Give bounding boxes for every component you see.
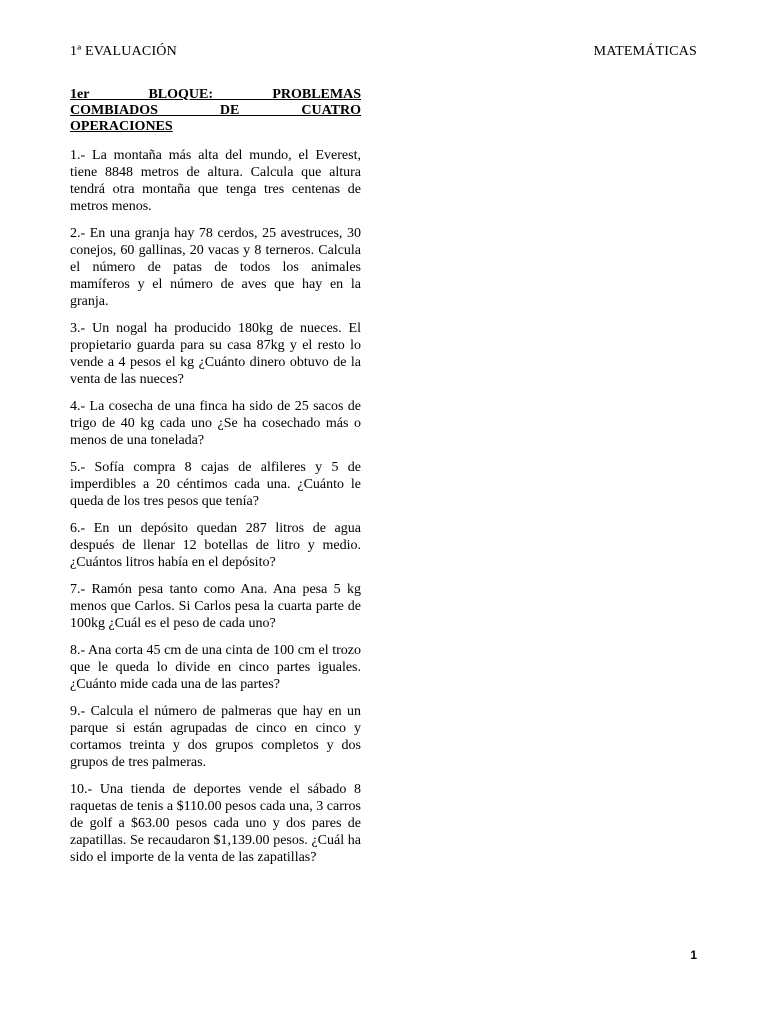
- block-title: [70, 87, 361, 135]
- header-subject: MATEMÁTICAS: [593, 44, 697, 59]
- problem-5: 5.- Sofía compra 8 cajas de alfileres y 5 de imperdibles a 20 céntimos cada una. ¿Cuánto le queda de los tres pesos que tenía?: [70, 460, 361, 509]
- block-title-line-2: COMBIADOS DE CUATRO: [70, 103, 361, 118]
- problem-3: 3.- Un nogal ha producido 180kg de nueces. El propietario guarda para su casa 87kg y el resto lo vende a 4 pesos el kg ¿Cuánto dinero obtuvo de la venta de las nueces?: [70, 321, 361, 387]
- problem-8: 8.- Ana corta 45 cm de una cinta de 100 cm el trozo que le queda lo divide en cinco partes iguales. ¿Cuánto mide cada una de las partes?: [70, 643, 361, 692]
- problem-6: 6.- En un depósito quedan 287 litros de agua después de llenar 12 botellas de litro y medio. ¿Cuántos litros había en el depósito?: [70, 521, 361, 570]
- problem-2: 2.- En una granja hay 78 cerdos, 25 avestruces, 30 conejos, 60 gallinas, 20 vacas y 8 terneros. Calcula el número de patas de todos los animales mamíferos y el número de aves que hay en la granja.: [70, 226, 361, 309]
- problem-7: 7.- Ramón pesa tanto como Ana. Ana pesa 5 kg menos que Carlos. Si Carlos pesa la cuarta parte de 100kg ¿Cuál es el peso de cada uno?: [70, 582, 361, 631]
- problems-column: [70, 87, 361, 876]
- problem-10: 10.- Una tienda de deportes vende el sábado 8 raquetas de tenis a $110.00 pesos cada una, 3 carros de golf a $63.00 pesos cada uno y dos pares de zapatillas. Se recaudaron $1,139.00 pesos. ¿Cuál ha sido el importe de la venta de las zapatillas?: [70, 782, 361, 865]
- problem-4: 4.- La cosecha de una finca ha sido de 25 sacos de trigo de 40 kg cada uno ¿Se ha cosechado más o menos de una tonelada?: [70, 399, 361, 448]
- header-evaluation: 1ª EVALUACIÓN: [70, 44, 177, 59]
- problem-1: 1.- La montaña más alta del mundo, el Everest, tiene 8848 metros de altura. Calcula que altura tendrá otra montaña que tenga tres centenas de metros menos.: [70, 148, 361, 214]
- problem-9: 9.- Calcula el número de palmeras que hay en un parque si están agrupadas de cinco en cinco y cortamos treinta y dos grupos completos y dos grupos de tres palmeras.: [70, 704, 361, 770]
- block-title-line-3: OPERACIONES: [70, 119, 173, 134]
- block-title-line-1: 1er BLOQUE: PROBLEMAS: [70, 87, 361, 102]
- page-number: 1: [690, 948, 697, 962]
